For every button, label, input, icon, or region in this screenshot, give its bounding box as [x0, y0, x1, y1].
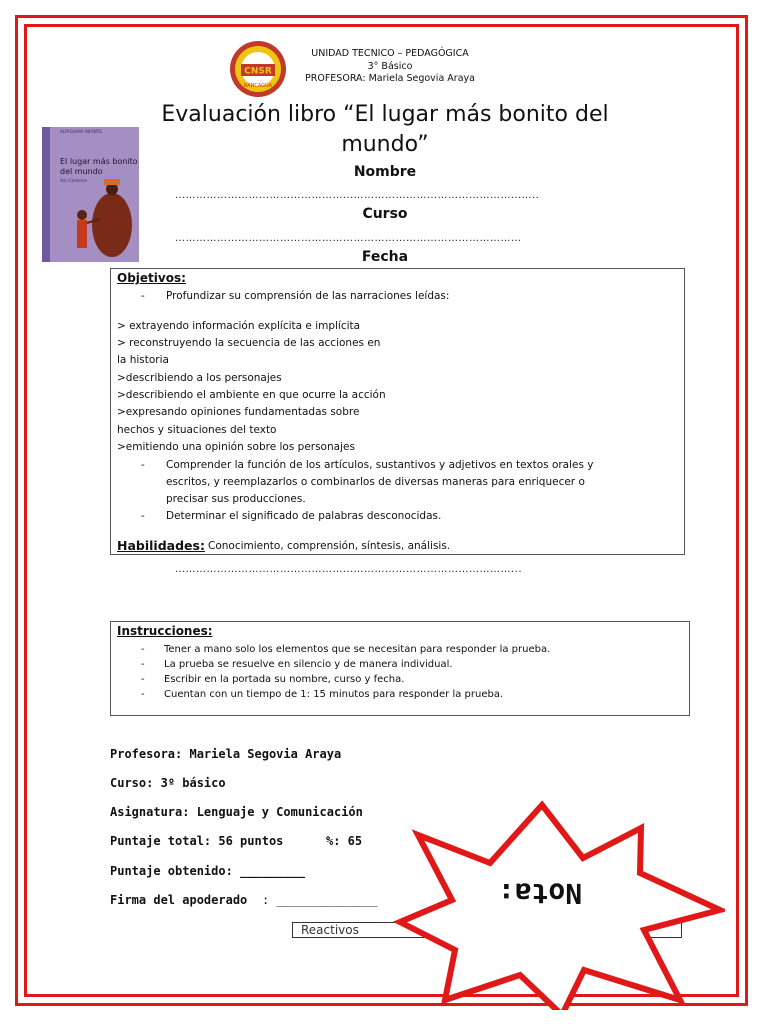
objetivo-line: >emitiendo una opinión sobre los personajes [117, 441, 355, 453]
title-line-2: mundo” [341, 132, 429, 157]
objetivos-box [110, 268, 685, 555]
bullet-dash: - [141, 644, 145, 655]
bullet-dash: - [141, 674, 145, 685]
bullet-dash: - [141, 510, 145, 522]
objetivos-heading: Objetivos: [117, 271, 186, 285]
objetivo-line: precisar sus producciones. [166, 493, 306, 505]
info-firma-label: Firma del apoderado [110, 893, 248, 907]
header-unit: UNIDAD TECNICO – PEDAGÓGICA [311, 48, 469, 59]
fecha-label: Fecha [361, 249, 409, 265]
cover-author: Ann Cameron [60, 178, 88, 183]
school-logo [229, 40, 287, 98]
nombre-label: Nombre [353, 164, 417, 180]
info-porcentaje: %: 65 [326, 834, 363, 848]
info-puntaje-total: Puntaje total: 56 puntos [110, 834, 284, 848]
objetivo-line: hechos y situaciones del texto [117, 424, 277, 436]
cover-title-line-2: del mundo [60, 167, 103, 176]
cover-series: ALFAGUARA INFANTIL [60, 129, 103, 134]
page-title [120, 100, 650, 160]
objetivo-line: >describiendo el ambiente en que ocurre la acción [117, 389, 386, 401]
instruction-item: Escribir en la portada su nombre, curso y fecha. [164, 674, 405, 685]
bullet-dash: - [141, 659, 145, 670]
objetivo-line: >expresando opiniones fundamentadas sobre [117, 406, 360, 418]
logo-text: CNSR [244, 66, 272, 77]
nota-star-badge [390, 800, 725, 1010]
habilidades-heading: Habilidades: [117, 538, 205, 553]
objetivo-line: > extrayendo información explícita e implícita [117, 320, 361, 332]
book-cover-image [42, 127, 139, 262]
logo-subtext: RANCAGUA [243, 83, 273, 89]
objetivo-line: la historia [117, 354, 169, 366]
nota-text: Nota: [497, 877, 583, 910]
instruction-item: Tener a mano solo los elementos que se necesitan para responder la prueba. [164, 644, 551, 655]
bullet-dash: - [141, 459, 145, 471]
table-header-cell: Reactivos [293, 923, 457, 937]
info-profesora: Profesora: Mariela Segovia Araya [110, 747, 342, 761]
instrucciones-heading: Instrucciones: [117, 624, 213, 638]
instruction-item: La prueba se resuelve en silencio y de manera individual. [164, 659, 453, 670]
title-line-1: Evaluación libro “El lugar más bonito del [161, 102, 609, 127]
info-puntaje-obtenido[interactable]: Puntaje obtenido: _________ [110, 864, 306, 878]
cover-title-line-1: El lugar más bonito [60, 157, 138, 166]
header-teacher: PROFESORA: Mariela Segovia Araya [305, 73, 475, 84]
bullet-dash: - [141, 689, 145, 700]
objetivo-line: Profundizar su comprensión de las narraciones leídas: [166, 290, 450, 302]
objetivo-line: Comprender la función de los artículos, sustantivos y adjetivos en textos orales y [166, 459, 594, 471]
objetivo-line: > reconstruyendo la secuencia de las acciones en [117, 337, 381, 349]
info-curso: Curso: 3º básico [110, 776, 226, 790]
objetivo-line: escritos, y reemplazarlos o combinarlos de diversas maneras para enriquecer o [166, 476, 585, 488]
header-grade: 3° Básico [367, 60, 413, 72]
objetivo-line: Determinar el significado de palabras desconocidas. [166, 510, 442, 522]
school-header [290, 48, 490, 86]
instrucciones-box [110, 621, 690, 716]
info-asignatura: Asignatura: Lenguaje y Comunicación [110, 805, 363, 819]
nombre-line[interactable]: ………………………………………………………………………………………….. [175, 190, 540, 201]
info-firma-line[interactable]: : ______________ [262, 893, 378, 907]
curso-line[interactable]: ……………………………………………………………………………………… [175, 233, 522, 244]
bullet-dash: - [141, 290, 145, 302]
habilidades-text: Conocimiento, comprensión, síntesis, análisis. [208, 540, 451, 552]
objetivo-line: >describiendo a los personajes [117, 372, 282, 384]
instruction-item: Cuentan con un tiempo de 1: 15 minutos para responder la prueba. [164, 689, 504, 700]
curso-label: Curso [362, 206, 408, 222]
dotted-separator: ……………………………………………………………………………………... [175, 564, 523, 575]
